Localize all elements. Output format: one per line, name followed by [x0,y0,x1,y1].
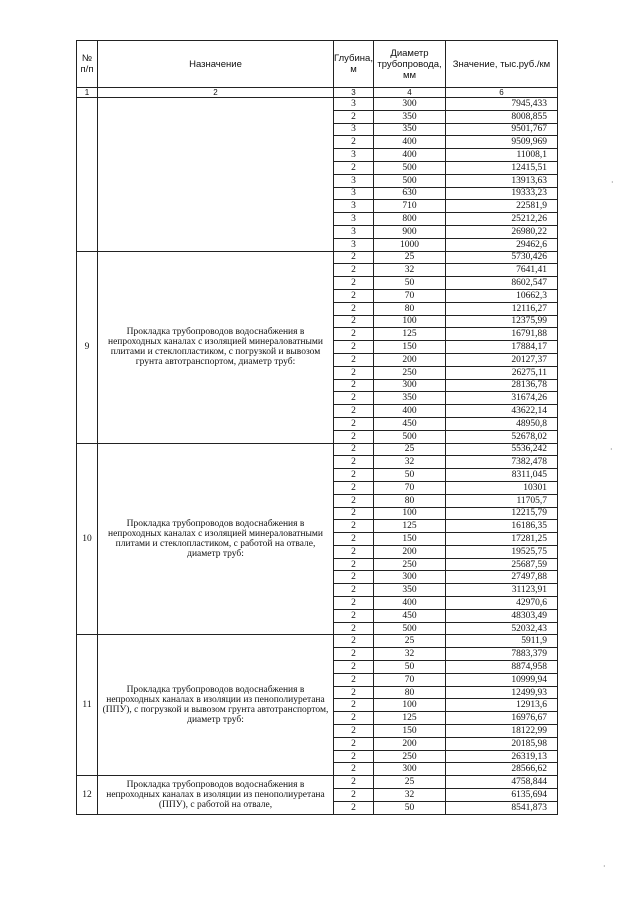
depth-cell: 2 [334,673,374,686]
diameter-cell: 500 [374,430,446,443]
diameter-cell: 125 [374,328,446,341]
diameter-cell: 32 [374,264,446,277]
diameter-cell: 800 [374,213,446,226]
depth-cell: 2 [334,315,374,328]
item-number: 12 [77,776,98,814]
diameter-cell: 710 [374,200,446,213]
depth-cell: 2 [334,379,374,392]
diameter-cell: 500 [374,161,446,174]
value-cell: 12375,99 [446,315,558,328]
depth-cell: 2 [334,597,374,610]
diameter-cell: 450 [374,417,446,430]
depth-cell: 2 [334,789,374,802]
depth-cell: 2 [334,136,374,149]
item-description: Прокладка трубопроводов водоснабжения в непроходных каналах с изоляцией минераловатными плитами и стеклопластиком, с работой на отвале, диаметр труб: [98,443,334,635]
depth-cell: 2 [334,520,374,533]
diameter-cell: 150 [374,533,446,546]
depth-cell: 2 [334,558,374,571]
depth-cell: 2 [334,289,374,302]
diameter-cell: 70 [374,289,446,302]
column-index: 6 [446,88,558,98]
depth-cell: 2 [334,648,374,661]
depth-cell: 3 [334,238,374,251]
diameter-cell: 80 [374,494,446,507]
diameter-cell: 450 [374,609,446,622]
diameter-cell: 200 [374,353,446,366]
value-cell: 9501,767 [446,123,558,136]
diameter-cell: 350 [374,392,446,405]
item-description: Прокладка трубопроводов водоснабжения в непроходных каналах в изоляции из пенополиуретана (ППУ), с погрузкой и вывозом грунта автотранспортом, диаметр труб: [98,635,334,776]
scan-speck: · [603,862,606,871]
table-row [77,776,558,789]
value-cell: 8541,873 [446,801,558,814]
diameter-cell: 350 [374,123,446,136]
diameter-cell: 25 [374,251,446,264]
diameter-cell: 250 [374,558,446,571]
depth-cell: 3 [334,149,374,162]
diameter-cell: 400 [374,597,446,610]
value-cell: 12499,93 [446,686,558,699]
value-cell: 31123,91 [446,584,558,597]
depth-cell: 2 [334,277,374,290]
diameter-cell: 200 [374,545,446,558]
value-cell: 20185,98 [446,737,558,750]
value-cell: 18122,99 [446,725,558,738]
diameter-cell: 100 [374,315,446,328]
value-cell: 27497,88 [446,571,558,584]
value-cell: 26319,13 [446,750,558,763]
item-number: 10 [77,443,98,635]
diameter-cell: 100 [374,699,446,712]
diameter-cell: 630 [374,187,446,200]
diameter-cell: 500 [374,174,446,187]
depth-cell: 2 [334,635,374,648]
depth-cell: 2 [334,699,374,712]
diameter-cell: 50 [374,277,446,290]
value-cell: 52678,02 [446,430,558,443]
value-cell: 5536,242 [446,443,558,456]
value-cell: 16186,35 [446,520,558,533]
table-body [77,98,558,815]
diameter-cell: 50 [374,661,446,674]
diameter-cell: 80 [374,686,446,699]
item-description [98,98,334,252]
value-cell: 12116,27 [446,302,558,315]
value-cell: 8311,045 [446,469,558,482]
value-cell: 28566,62 [446,763,558,776]
depth-cell: 2 [334,801,374,814]
item-description: Прокладка трубопроводов водоснабжения в непроходных каналах с изоляцией минераловатными плитами и стеклопластиком, с погрузкой и вывозом грунта автотранспортом, диаметр труб: [98,251,334,443]
depth-cell: 2 [334,417,374,430]
diameter-cell: 50 [374,801,446,814]
value-cell: 9509,969 [446,136,558,149]
value-cell: 8602,547 [446,277,558,290]
diameter-cell: 300 [374,571,446,584]
value-cell: 7641,41 [446,264,558,277]
value-cell: 10999,94 [446,673,558,686]
depth-cell: 2 [334,366,374,379]
depth-cell: 2 [334,750,374,763]
header-name: Назначение [98,41,334,88]
depth-cell: 2 [334,712,374,725]
depth-cell: 3 [334,200,374,213]
value-cell: 10662,3 [446,289,558,302]
column-index: 2 [98,88,334,98]
depth-cell: 2 [334,661,374,674]
depth-cell: 2 [334,430,374,443]
value-cell: 12415,51 [446,161,558,174]
depth-cell: 2 [334,264,374,277]
table-row [77,443,558,456]
depth-cell: 2 [334,341,374,354]
value-cell: 4758,844 [446,776,558,789]
column-index: 3 [334,88,374,98]
diameter-cell: 350 [374,584,446,597]
item-description: Прокладка трубопроводов водоснабжения в непроходных каналах в изоляции из пенополиуретана (ППУ), с работой на отвале, [98,776,334,814]
value-cell: 10301 [446,481,558,494]
value-cell: 42970,6 [446,597,558,610]
value-cell: 20127,37 [446,353,558,366]
value-cell: 8874,958 [446,661,558,674]
value-cell: 22581,9 [446,200,558,213]
diameter-cell: 25 [374,635,446,648]
diameter-cell: 50 [374,469,446,482]
value-cell: 19333,23 [446,187,558,200]
depth-cell: 2 [334,110,374,123]
value-cell: 5730,426 [446,251,558,264]
value-cell: 11008,1 [446,149,558,162]
diameter-cell: 400 [374,405,446,418]
diameter-cell: 1000 [374,238,446,251]
diameter-cell: 400 [374,149,446,162]
column-index: 4 [374,88,446,98]
diameter-cell: 300 [374,763,446,776]
depth-cell: 2 [334,405,374,418]
diameter-cell: 300 [374,379,446,392]
depth-cell: 2 [334,737,374,750]
value-cell: 48950,8 [446,417,558,430]
diameter-cell: 900 [374,225,446,238]
item-number: 9 [77,251,98,443]
depth-cell: 2 [334,533,374,546]
value-cell: 48303,49 [446,609,558,622]
depth-cell: 2 [334,481,374,494]
column-index-row [77,88,558,98]
depth-cell: 2 [334,443,374,456]
value-cell: 16791,88 [446,328,558,341]
price-table [76,40,558,815]
diameter-cell: 32 [374,648,446,661]
depth-cell: 2 [334,609,374,622]
depth-cell: 2 [334,507,374,520]
diameter-cell: 250 [374,366,446,379]
depth-cell: 2 [334,161,374,174]
diameter-cell: 80 [374,302,446,315]
value-cell: 16976,67 [446,712,558,725]
depth-cell: 2 [334,456,374,469]
value-cell: 31674,26 [446,392,558,405]
depth-cell: 2 [334,353,374,366]
table-header-row [77,41,558,88]
diameter-cell: 350 [374,110,446,123]
header-number: № п/п [77,41,98,88]
diameter-cell: 70 [374,481,446,494]
diameter-cell: 25 [374,443,446,456]
value-cell: 43622,14 [446,405,558,418]
table-row [77,98,558,111]
depth-cell: 2 [334,622,374,635]
value-cell: 19525,75 [446,545,558,558]
diameter-cell: 125 [374,712,446,725]
depth-cell: 2 [334,494,374,507]
value-cell: 25687,59 [446,558,558,571]
diameter-cell: 200 [374,737,446,750]
value-cell: 5911,9 [446,635,558,648]
table-row [77,635,558,648]
diameter-cell: 32 [374,456,446,469]
header-depth: Глубина, м [334,41,374,88]
value-cell: 12913,6 [446,699,558,712]
depth-cell: 2 [334,776,374,789]
value-cell: 7883,379 [446,648,558,661]
depth-cell: 2 [334,302,374,315]
depth-cell: 2 [334,725,374,738]
diameter-cell: 250 [374,750,446,763]
diameter-cell: 100 [374,507,446,520]
item-number [77,98,98,252]
depth-cell: 2 [334,469,374,482]
table-row [77,251,558,264]
depth-cell: 3 [334,98,374,111]
value-cell: 26980,22 [446,225,558,238]
header-value: Значение, тыс.руб./км [446,41,558,88]
value-cell: 6135,694 [446,789,558,802]
depth-cell: 2 [334,392,374,405]
diameter-cell: 150 [374,725,446,738]
scan-speck: · [610,445,613,454]
value-cell: 7945,433 [446,98,558,111]
diameter-cell: 500 [374,622,446,635]
value-cell: 17281,25 [446,533,558,546]
diameter-cell: 400 [374,136,446,149]
depth-cell: 2 [334,763,374,776]
depth-cell: 2 [334,584,374,597]
value-cell: 25212,26 [446,213,558,226]
value-cell: 7382,478 [446,456,558,469]
value-cell: 28136,78 [446,379,558,392]
value-cell: 29462,6 [446,238,558,251]
depth-cell: 3 [334,225,374,238]
scan-speck: · [611,178,614,187]
value-cell: 8008,855 [446,110,558,123]
depth-cell: 2 [334,545,374,558]
depth-cell: 2 [334,571,374,584]
diameter-cell: 25 [374,776,446,789]
depth-cell: 3 [334,123,374,136]
value-cell: 26275,11 [446,366,558,379]
depth-cell: 2 [334,328,374,341]
depth-cell: 3 [334,174,374,187]
depth-cell: 2 [334,686,374,699]
diameter-cell: 150 [374,341,446,354]
item-number: 11 [77,635,98,776]
value-cell: 12215,79 [446,507,558,520]
diameter-cell: 300 [374,98,446,111]
depth-cell: 2 [334,251,374,264]
value-cell: 11705,7 [446,494,558,507]
depth-cell: 3 [334,213,374,226]
value-cell: 13913,63 [446,174,558,187]
diameter-cell: 32 [374,789,446,802]
diameter-cell: 125 [374,520,446,533]
value-cell: 17884,17 [446,341,558,354]
depth-cell: 3 [334,187,374,200]
diameter-cell: 70 [374,673,446,686]
header-diameter: Диаметр трубопровода, мм [374,41,446,88]
value-cell: 52032,43 [446,622,558,635]
column-index: 1 [77,88,98,98]
